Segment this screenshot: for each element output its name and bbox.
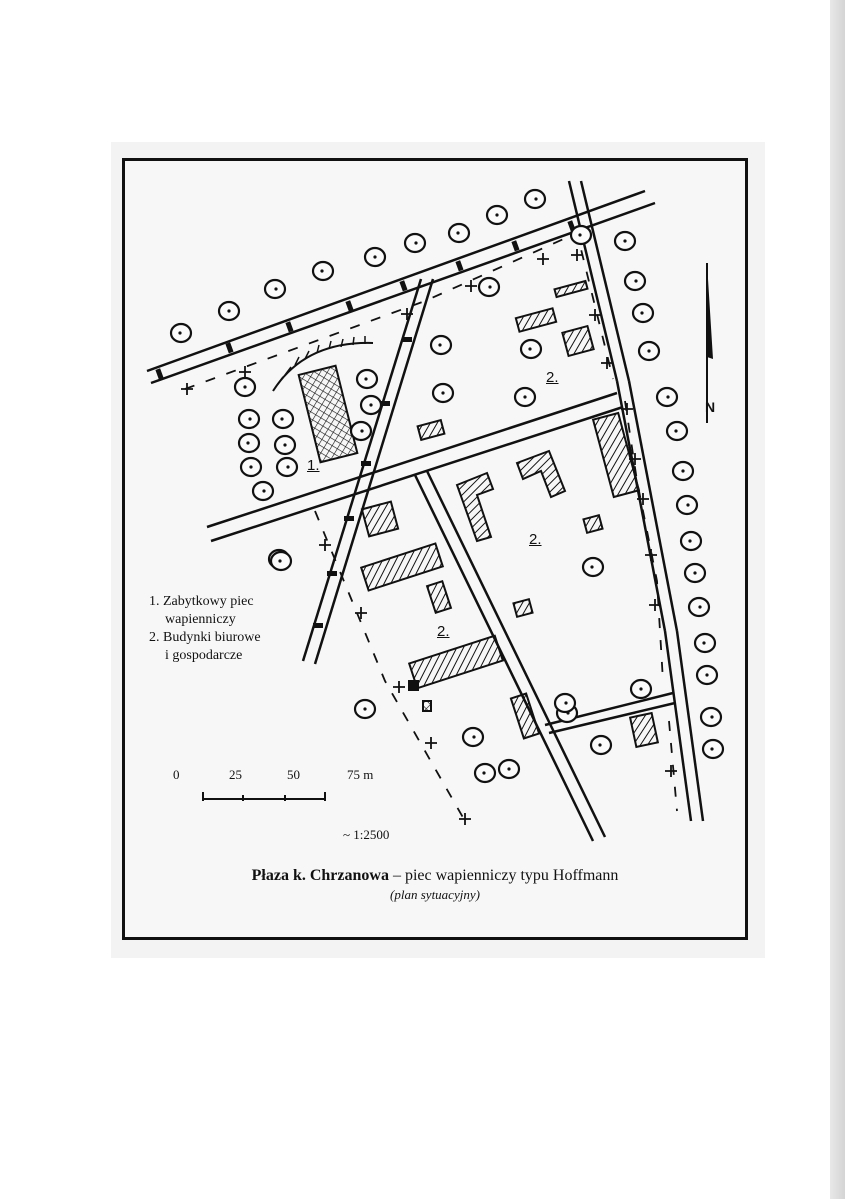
tree-dot-icon xyxy=(488,285,491,288)
label-site-2-north: 2. xyxy=(546,369,559,386)
tree-dot-icon xyxy=(598,743,601,746)
map-caption xyxy=(125,867,745,903)
tree-dot-icon xyxy=(705,673,708,676)
scale-tick-25: 25 xyxy=(229,767,242,782)
lime-kiln-building xyxy=(299,366,358,463)
tree-dot-icon xyxy=(688,539,691,542)
caption-subtitle: (plan sytuacyjny) xyxy=(390,887,480,902)
tree-dot-icon xyxy=(472,735,475,738)
legend-text-1b: wapienniczy xyxy=(165,612,236,627)
legend-text-1a: Zabytkowy piec xyxy=(163,594,254,609)
tree-dot-icon xyxy=(286,465,289,468)
middle-road xyxy=(207,393,623,541)
tree-dot-icon xyxy=(227,309,230,312)
tree-dot-icon xyxy=(414,241,417,244)
scale-tick-50: 50 xyxy=(287,767,300,782)
legend xyxy=(149,593,261,665)
tree-dot-icon xyxy=(364,377,367,380)
label-site-2-east: 2. xyxy=(529,531,542,548)
scale-bar-labels xyxy=(171,767,391,785)
caption-place: Płaza k. Chrzanowa xyxy=(251,867,389,884)
legend-text-2a: Budynki biurowe xyxy=(163,630,261,645)
page-edge-shadow xyxy=(830,0,845,1199)
top-road-markers xyxy=(155,220,575,379)
north-label: N xyxy=(705,399,716,415)
scale-bar xyxy=(201,789,331,803)
scale-tick-75: 75 m xyxy=(347,767,374,782)
legend-number-1: 1. xyxy=(149,594,160,609)
tree-dot-icon xyxy=(495,213,498,216)
tree-dot-icon xyxy=(243,385,246,388)
site-plan-map xyxy=(125,161,745,937)
tree-dot-icon xyxy=(590,565,593,568)
tree-dot-icon xyxy=(564,701,567,704)
tree-dot-icon xyxy=(710,715,713,718)
scale-ratio: ~ 1:2500 xyxy=(343,827,390,842)
tree-dot-icon xyxy=(363,707,366,710)
caption-title xyxy=(125,867,745,885)
trees xyxy=(171,190,723,782)
tree-dot-icon xyxy=(528,347,531,350)
tree-dot-icon xyxy=(507,767,510,770)
legend-number-2: 2. xyxy=(149,630,160,645)
tree-dot-icon xyxy=(441,391,444,394)
tree-dot-icon xyxy=(523,395,526,398)
scale-tick-0: 0 xyxy=(173,767,180,782)
tree-dot-icon xyxy=(178,331,181,334)
tree-dot-icon xyxy=(710,747,713,750)
tree-dot-icon xyxy=(693,571,696,574)
tree-dot-icon xyxy=(373,255,376,258)
tree-dot-icon xyxy=(262,489,265,492)
label-site-1: 1. xyxy=(307,457,320,474)
tree-dot-icon xyxy=(534,197,537,200)
tree-dot-icon xyxy=(634,279,637,282)
tree-dot-icon xyxy=(438,343,441,346)
tree-dot-icon xyxy=(283,443,286,446)
tree-dot-icon xyxy=(456,231,459,234)
tree-dot-icon xyxy=(639,687,642,690)
tree-dot-icon xyxy=(578,233,581,236)
tree-dot-icon xyxy=(274,287,277,290)
map-frame xyxy=(122,158,748,940)
tree-dot-icon xyxy=(640,311,643,314)
tree-dot-icon xyxy=(246,441,249,444)
tree-dot-icon xyxy=(280,417,283,420)
tree-dot-icon xyxy=(249,465,252,468)
tree-dot-icon xyxy=(369,403,372,406)
tree-dot-icon xyxy=(681,469,684,472)
buildings xyxy=(361,281,658,747)
legend-item-2 xyxy=(149,629,261,665)
tree-dot-icon xyxy=(686,503,689,506)
caption-description: piec wapienniczy typu Hoffmann xyxy=(404,867,619,884)
tree-dot-icon xyxy=(482,771,485,774)
label-site-2-south: 2. xyxy=(437,623,450,640)
tree-dot-icon xyxy=(360,429,363,432)
legend-item-1 xyxy=(149,593,261,629)
tree-dot-icon xyxy=(702,641,705,644)
tree-dot-icon xyxy=(674,429,677,432)
railway xyxy=(303,279,433,664)
legend-text-2b: i gospodarcze xyxy=(165,648,243,663)
tree-dot-icon xyxy=(666,395,669,398)
caption-dash: – xyxy=(388,867,405,884)
tree-dot-icon xyxy=(647,349,650,352)
tree-dot-icon xyxy=(623,239,626,242)
tree-dot-icon xyxy=(278,559,281,562)
tree-dot-icon xyxy=(320,269,323,272)
tree-dot-icon xyxy=(698,605,701,608)
tree-dot-icon xyxy=(248,417,251,420)
